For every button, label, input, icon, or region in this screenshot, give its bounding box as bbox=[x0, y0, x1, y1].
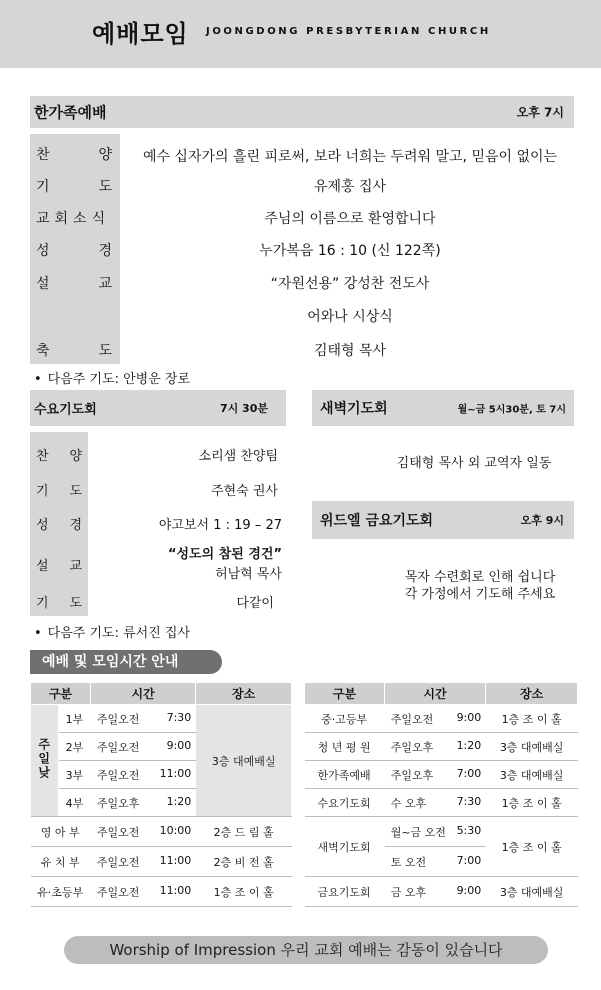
right-row-name-1: 청 년 평 원 bbox=[305, 733, 385, 761]
dawn-prayer-title: 새벽기도회 bbox=[320, 401, 388, 417]
dawn-row-place: 1층 조 이 홀 bbox=[486, 817, 578, 877]
sunday-time-1: 주일오전 7:30 bbox=[90, 705, 195, 733]
left-row-place-2: 1층 조 이 홀 bbox=[196, 877, 292, 907]
col-header-time-right: 시간 bbox=[384, 683, 486, 705]
sunday-time-4: 주일오후 1:20 bbox=[90, 789, 195, 817]
family-worship-bar bbox=[30, 96, 574, 128]
col-header-category-right: 구분 bbox=[305, 683, 385, 705]
left-row-place-1: 2층 비 전 홀 bbox=[196, 847, 292, 877]
sunday-part-1: 1부 bbox=[58, 705, 90, 733]
sunday-part-4: 4부 bbox=[58, 789, 90, 817]
right-row-place-2: 3층 대예배실 bbox=[486, 761, 578, 789]
fw-value-news: 주님의 이름으로 환영합니다 bbox=[264, 211, 436, 227]
friday-prayer-line2: 각 가정에서 기도해 주세요 bbox=[404, 587, 556, 602]
right-row-name-3: 수요기도회 bbox=[305, 789, 385, 817]
dawn-row-time-1: 월~금 오전 5:30 bbox=[384, 817, 486, 847]
col-header-place: 장소 bbox=[196, 683, 292, 705]
left-row-name-0: 영 아 부 bbox=[31, 817, 91, 847]
dawn-prayer-desc: 김태형 목사 외 교역자 일동 bbox=[396, 456, 552, 471]
left-row-time-0: 주일오전 10:00 bbox=[90, 817, 195, 847]
left-row-time-1: 주일오전 11:00 bbox=[90, 847, 195, 877]
wed-value-hymn: 소리샘 찬양팀 bbox=[198, 449, 278, 464]
header-title-korean: 예배모임 bbox=[92, 20, 189, 48]
col-header-time: 시간 bbox=[90, 683, 195, 705]
right-row-time-3: 수 오후 7:30 bbox=[384, 789, 486, 817]
sunday-part-2: 2부 bbox=[58, 733, 90, 761]
wed-value-preacher: 허남혁 목사 bbox=[215, 567, 282, 582]
wed-value-sermon-title: “성도의 참된 경건” bbox=[167, 547, 282, 562]
footer-banner: Worship of Impression 우리 교회 예배는 감동이 있습니다 bbox=[64, 936, 548, 964]
friday-prayer-line1: 목자 수련회로 인해 쉽니다 bbox=[404, 570, 556, 585]
schedule-table-right bbox=[304, 682, 578, 907]
wed-next-prayer: • 다음주 기도: 류서진 집사 bbox=[34, 622, 190, 641]
header-title-english: JOONGDONG PRESBYTERIAN CHURCH bbox=[206, 26, 491, 37]
col-header-category: 구분 bbox=[31, 683, 91, 705]
left-row-time-2: 주일오전 11:00 bbox=[90, 877, 195, 907]
fw-value-hymn: 예수 십자가의 흘린 피로써, 보라 너희는 두려워 말고, 믿음이 없이는 bbox=[142, 149, 558, 165]
sunday-part-3: 3부 bbox=[58, 761, 90, 789]
wednesday-title: 수요기도회 bbox=[34, 402, 97, 418]
right-row-place-3: 1층 조 이 홀 bbox=[486, 789, 578, 817]
schedule-title: 예배 및 모임시간 안내 bbox=[30, 650, 222, 674]
friday-row-name: 금요기도회 bbox=[305, 877, 385, 907]
friday-row-time: 금 오후 9:00 bbox=[384, 877, 486, 907]
family-worship-title: 한가족예배 bbox=[34, 103, 107, 122]
wed-value-prayer: 주현숙 권사 bbox=[211, 484, 278, 499]
right-row-name-0: 중·고등부 bbox=[305, 705, 385, 733]
family-worship-time: 오후 7시 bbox=[516, 105, 564, 120]
fw-value-prayer: 유제홍 집사 bbox=[313, 179, 387, 195]
friday-prayer-title: 위드엘 금요기도회 bbox=[320, 513, 434, 529]
left-row-name-1: 유 치 부 bbox=[31, 847, 91, 877]
wed-value-closing-prayer: 다같이 bbox=[236, 596, 274, 611]
sunday-place: 3층 대예배실 bbox=[196, 705, 292, 817]
col-header-place-right: 장소 bbox=[486, 683, 578, 705]
wednesday-time: 7시 30분 bbox=[219, 402, 268, 415]
friday-prayer-bar bbox=[312, 501, 574, 539]
fw-value-sermon: “자원선용” 강성찬 전도사 bbox=[270, 276, 430, 292]
dawn-row-name: 새벽기도회 bbox=[305, 817, 385, 877]
sunday-label: 주일낮 bbox=[31, 705, 59, 817]
fw-next-prayer: • 다음주 기도: 안병운 장로 bbox=[34, 368, 190, 387]
right-row-place-1: 3층 대예배실 bbox=[486, 733, 578, 761]
wednesday-bar bbox=[30, 390, 286, 426]
right-row-time-1: 주일오후 1:20 bbox=[384, 733, 486, 761]
sunday-time-2: 주일오전 9:00 bbox=[90, 733, 195, 761]
schedule-table-left bbox=[30, 682, 292, 907]
friday-row-place: 3층 대예배실 bbox=[486, 877, 578, 907]
fw-value-awana: 어와나 시상식 bbox=[307, 309, 393, 325]
left-row-place-0: 2층 드 림 홀 bbox=[196, 817, 292, 847]
dawn-row-time-2: 토 오전 7:00 bbox=[384, 847, 486, 877]
left-row-name-2: 유·초등부 bbox=[31, 877, 91, 907]
right-row-time-2: 주일오후 7:00 bbox=[384, 761, 486, 789]
fw-value-scripture: 누가복음 16 : 10 (신 122쪽) bbox=[259, 243, 441, 259]
dawn-prayer-time: 월~금 5시30분, 토 7시 bbox=[457, 404, 566, 416]
right-row-name-2: 한가족예배 bbox=[305, 761, 385, 789]
wed-value-scripture: 야고보서 1 : 19 – 27 bbox=[158, 518, 282, 533]
right-row-time-0: 주일오전 9:00 bbox=[384, 705, 486, 733]
fw-value-benediction: 김태형 목사 bbox=[313, 343, 387, 359]
right-row-place-0: 1층 조 이 홀 bbox=[486, 705, 578, 733]
sunday-time-3: 주일오전 11:00 bbox=[90, 761, 195, 789]
friday-prayer-time: 오후 9시 bbox=[520, 514, 564, 527]
page-header bbox=[0, 0, 601, 68]
dawn-prayer-bar bbox=[312, 390, 574, 426]
